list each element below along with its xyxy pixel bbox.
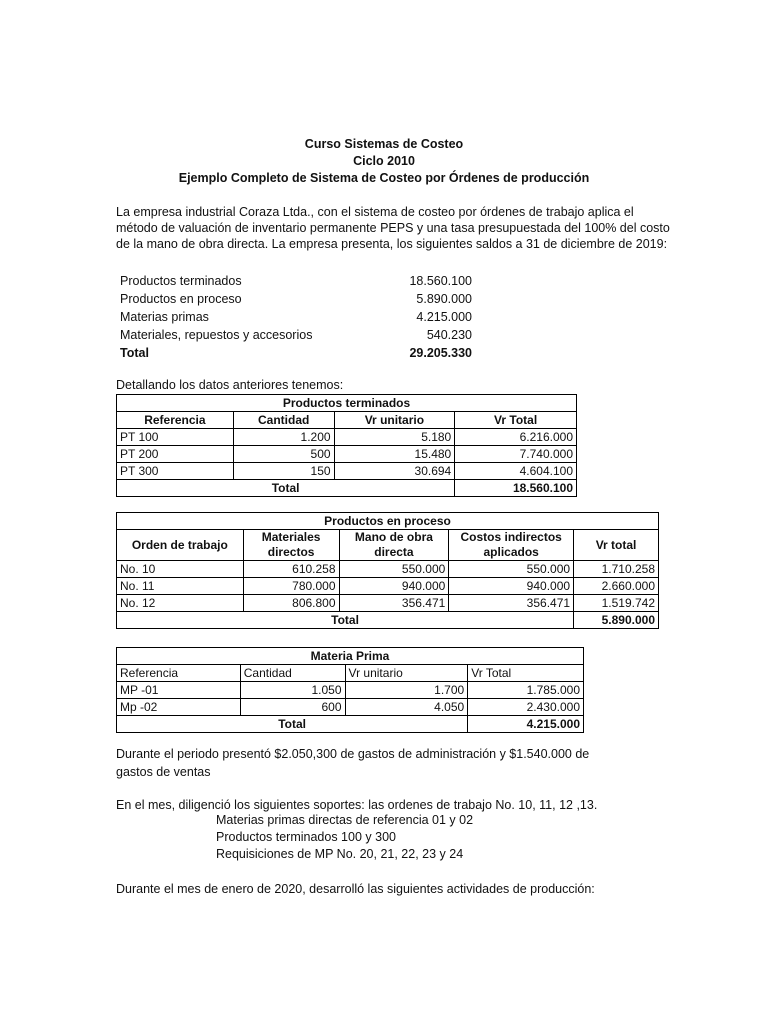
table-header-row bbox=[117, 530, 659, 561]
column-header: Referencia bbox=[117, 412, 234, 429]
table-row bbox=[117, 561, 659, 578]
table-cell: Mp -02 bbox=[117, 699, 241, 716]
table-cell: 4.050 bbox=[345, 699, 468, 716]
closing-line: Durante el mes de enero de 2020, desarrolló las siguientes actividades de producción: bbox=[116, 882, 595, 896]
intro-line-3: de la mano de obra directa. La empresa presenta, los siguientes saldos a 31 de diciembre de 2019: bbox=[116, 237, 668, 251]
total-value: 18.560.100 bbox=[455, 480, 577, 497]
balance-label: Productos terminados bbox=[120, 274, 242, 288]
table-title-row bbox=[117, 648, 584, 665]
intro-line-2: método de valuación de inventario permanente PEPS y una tasa presupuestada del 100% del costo bbox=[116, 221, 670, 235]
supports-item: Requisiciones de MP No. 20, 21, 22, 23 y 24 bbox=[216, 847, 464, 861]
total-value: 4.215.000 bbox=[468, 716, 584, 733]
table-cell: 15.480 bbox=[334, 446, 455, 463]
table-cell: PT 300 bbox=[117, 463, 234, 480]
column-header: Vr unitario bbox=[345, 665, 468, 682]
table-cell: 550.000 bbox=[449, 561, 574, 578]
table-cell: 550.000 bbox=[339, 561, 449, 578]
table-title: Materia Prima bbox=[117, 648, 584, 665]
table-row bbox=[117, 463, 577, 480]
supports-item: Materias primas directas de referencia 01 y 02 bbox=[216, 813, 474, 827]
detail-intro: Detallando los datos anteriores tenemos: bbox=[116, 378, 344, 392]
table-cell: PT 100 bbox=[117, 429, 234, 446]
table-row bbox=[117, 446, 577, 463]
table-cell: 7.740.000 bbox=[455, 446, 577, 463]
intro-line-1: La empresa industrial Coraza Ltda., con el sistema de costeo por órdenes de trabajo aplica el bbox=[116, 205, 634, 219]
table-header-row bbox=[117, 665, 584, 682]
table-cell: 940.000 bbox=[339, 578, 449, 595]
column-header: Cantidad bbox=[240, 665, 345, 682]
balance-value: 540.230 bbox=[426, 328, 472, 342]
table-cell: MP -01 bbox=[117, 682, 241, 699]
balance-total-value: 29.205.330 bbox=[409, 346, 472, 360]
table-cell: 6.216.000 bbox=[455, 429, 577, 446]
total-label: Total bbox=[117, 716, 468, 733]
supports-intro: En el mes, diligenció los siguientes soportes: las ordenes de trabajo No. 10, 11, 12 ,13. bbox=[116, 798, 598, 812]
expenses-line-1: Durante el periodo presentó $2.050,300 de gastos de administración y $1.540.000 de bbox=[116, 747, 590, 761]
table-cell: PT 200 bbox=[117, 446, 234, 463]
table-cell: 356.471 bbox=[339, 595, 449, 612]
table-row bbox=[117, 699, 584, 716]
table-title-row bbox=[117, 513, 659, 530]
table-cell: 1.050 bbox=[240, 682, 345, 699]
table-row bbox=[117, 578, 659, 595]
table-cell: 1.200 bbox=[233, 429, 334, 446]
table-row bbox=[117, 682, 584, 699]
column-header: Mano de obra directa bbox=[339, 530, 449, 561]
column-header: Materiales directos bbox=[243, 530, 339, 561]
column-header: Vr total bbox=[574, 530, 659, 561]
table-cell: 1.785.000 bbox=[468, 682, 584, 699]
table-row bbox=[117, 429, 577, 446]
table-total-row bbox=[117, 480, 577, 497]
column-header: Costos indirectos aplicados bbox=[449, 530, 574, 561]
table-cell: 2.660.000 bbox=[574, 578, 659, 595]
doc-subtitle: Ejemplo Completo de Sistema de Costeo por Órdenes de producción bbox=[178, 171, 590, 185]
table-cell: 30.694 bbox=[334, 463, 455, 480]
column-header: Vr Total bbox=[455, 412, 577, 429]
table-cell: 1.519.742 bbox=[574, 595, 659, 612]
balance-value: 18.560.100 bbox=[409, 274, 472, 288]
doc-title: Curso Sistemas de Costeo bbox=[304, 137, 464, 151]
column-header: Referencia bbox=[117, 665, 241, 682]
table-cell: 5.180 bbox=[334, 429, 455, 446]
column-header: Vr Total bbox=[468, 665, 584, 682]
balance-total-label: Total bbox=[120, 346, 149, 360]
table-cell: 500 bbox=[233, 446, 334, 463]
table-total-row bbox=[117, 612, 659, 629]
table-cell: 356.471 bbox=[449, 595, 574, 612]
table-cell: 610.258 bbox=[243, 561, 339, 578]
balance-label: Productos en proceso bbox=[120, 292, 242, 306]
table-cell: 940.000 bbox=[449, 578, 574, 595]
raw-material-table bbox=[116, 647, 584, 733]
table-cell: No. 12 bbox=[117, 595, 244, 612]
table-title-row bbox=[117, 395, 577, 412]
supports-item: Productos terminados 100 y 300 bbox=[216, 830, 396, 844]
expenses-line-2: gastos de ventas bbox=[116, 765, 211, 779]
table-cell: 600 bbox=[240, 699, 345, 716]
table-header-row bbox=[117, 412, 577, 429]
total-value: 5.890.000 bbox=[574, 612, 659, 629]
finished-products-table bbox=[116, 394, 577, 497]
table-title: Productos terminados bbox=[117, 395, 577, 412]
table-cell: 2.430.000 bbox=[468, 699, 584, 716]
table-cell: 150 bbox=[233, 463, 334, 480]
work-in-process-table bbox=[116, 512, 659, 629]
balance-label: Materias primas bbox=[120, 310, 209, 324]
doc-cycle: Ciclo 2010 bbox=[353, 154, 415, 168]
table-row bbox=[117, 595, 659, 612]
column-header: Orden de trabajo bbox=[117, 530, 244, 561]
table-cell: No. 11 bbox=[117, 578, 244, 595]
total-label: Total bbox=[117, 612, 574, 629]
table-total-row bbox=[117, 716, 584, 733]
table-cell: 4.604.100 bbox=[455, 463, 577, 480]
column-header: Cantidad bbox=[233, 412, 334, 429]
table-cell: 806.800 bbox=[243, 595, 339, 612]
column-header: Vr unitario bbox=[334, 412, 455, 429]
balance-value: 4.215.000 bbox=[416, 310, 472, 324]
table-title: Productos en proceso bbox=[117, 513, 659, 530]
table-cell: 1.700 bbox=[345, 682, 468, 699]
table-cell: 1.710.258 bbox=[574, 561, 659, 578]
table-cell: No. 10 bbox=[117, 561, 244, 578]
balance-value: 5.890.000 bbox=[416, 292, 472, 306]
balance-label: Materiales, repuestos y accesorios bbox=[120, 328, 313, 342]
total-label: Total bbox=[117, 480, 455, 497]
table-cell: 780.000 bbox=[243, 578, 339, 595]
